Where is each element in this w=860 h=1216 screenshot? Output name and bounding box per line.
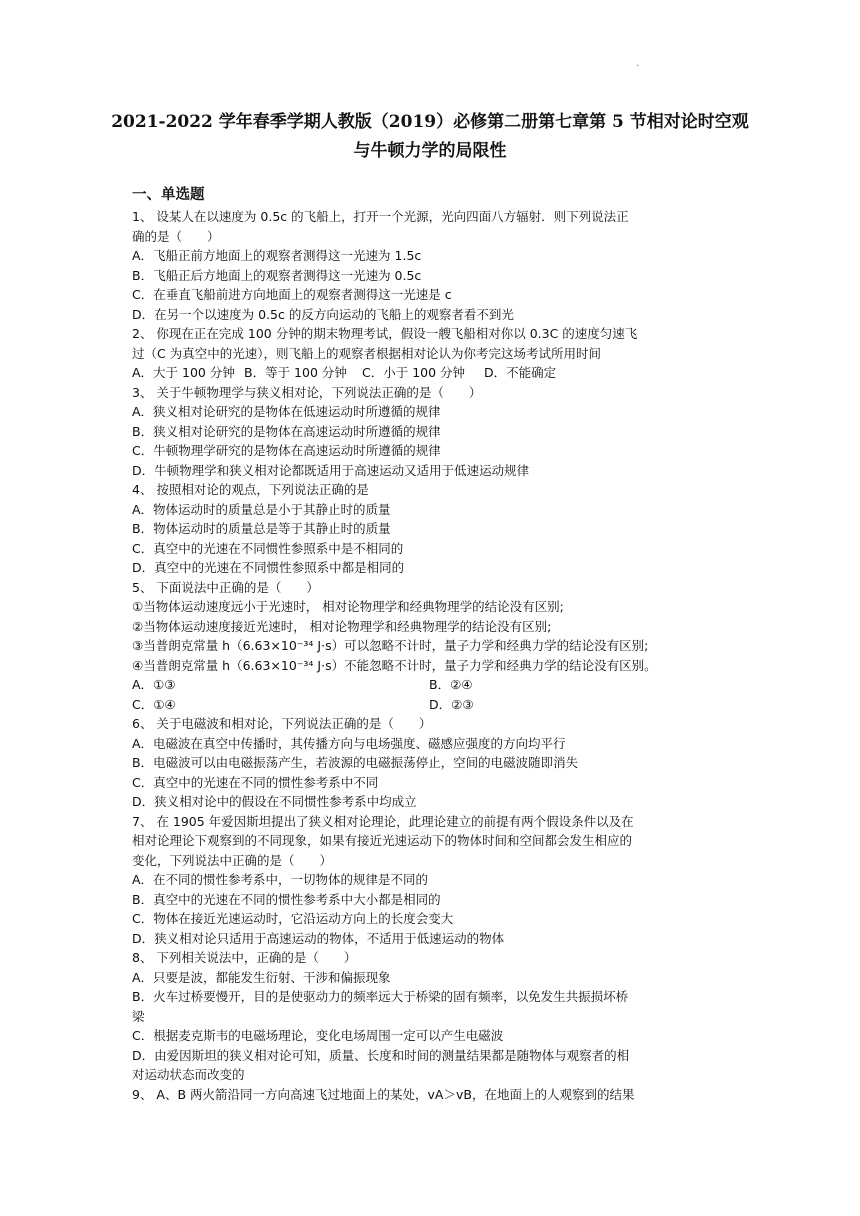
option-c: C．真空中的光速在不同惯性参照系中是不相同的: [132, 540, 404, 556]
option-a: A．电磁波在真空中传播时，其传播方向与电场强度、磁感应强度的方向均平行: [132, 735, 566, 751]
option-b-continued: 梁: [132, 1008, 145, 1024]
question-5: [132, 578, 742, 715]
question-stem: 9、 A、B 两火箭沿同一方向高速飞过地面上的某处，vA＞vB，在地面上的人观察到的结果: [132, 1086, 635, 1102]
question-1: [132, 207, 742, 324]
title-line-2: 与牛顿力学的局限性: [353, 141, 507, 161]
question-stem: 5、 下面说法中正确的是（ ）: [132, 579, 319, 595]
option-a: A．狭义相对论研究的是物体在低速运动时所遵循的规律: [132, 404, 441, 419]
question-8: [132, 948, 742, 1085]
statement-2: ②当物体运动速度接近光速时， 相对论物理学和经典物理学的结论没有区别;: [132, 618, 552, 634]
question-7: [132, 812, 742, 949]
option-c: C．物体在接近光速运动时，它沿运动方向上的长度会变大: [132, 911, 454, 926]
statement-1: ①当物体运动速度远小于光速时， 相对论物理学和经典物理学的结论没有区别;: [132, 599, 564, 614]
option-b: B．狭义相对论研究的是物体在高速运动时所遵循的规律: [132, 423, 441, 439]
question-stem: 过（C 为真空中的光速），则飞船上的观察者根据相对论认为你考完这场考试所用时间: [132, 345, 601, 361]
question-stem: 1、 设某人在以速度为 0.5c 的飞船上，打开一个光源，光向四面八方辐射．则下列说法正: [132, 209, 629, 224]
option-d: D．狭义相对论中的假设在不同惯性参考系中均成立: [132, 794, 417, 809]
option-c: C．小于 100 分钟: [362, 365, 466, 380]
title-line-1: 2021-2022 学年春季学期人教版（2019）必修第二册第七章第 5 节相对论时空观: [111, 112, 749, 132]
option-b: B．等于 100 分钟: [244, 365, 347, 380]
option-d: D．由爱因斯坦的狭义相对论可知，质量、长度和时间的测量结果都是随物体与观察者的相: [132, 1047, 630, 1063]
option-d: D．在另一个以速度为 0.5c 的反方向运动的飞船上的观察者看不到光: [132, 306, 514, 322]
option-b: B．真空中的光速在不同的惯性参考系中大小都是相同的: [132, 891, 441, 907]
question-3: [132, 383, 742, 481]
document-title: [0, 108, 860, 166]
option-d: D．狭义相对论只适用于高速运动的物体，不适用于低速运动的物体: [132, 930, 505, 946]
option-c: C．根据麦克斯韦的电磁场理论，变化电场周围一定可以产生电磁波: [132, 1028, 504, 1043]
question-stem: 确的是（ ）: [132, 228, 220, 244]
option-a: A．物体运动时的质量总是小于其静止时的质量: [132, 501, 391, 517]
question-stem: 6、 关于电磁波和相对论，下列说法正确的是（ ）: [132, 716, 432, 731]
option-d: D．牛顿物理学和狭义相对论都既适用于高速运动又适用于低速运动规律: [132, 462, 530, 478]
option-c: C．真空中的光速在不同的惯性参考系中不同: [132, 774, 379, 790]
option-a: A．飞船正前方地面上的观察者测得这一光速为 1.5c: [132, 248, 422, 263]
question-4: [132, 480, 742, 578]
option-d: D．真空中的光速在不同惯性参照系中都是相同的: [132, 560, 405, 575]
option-b: B．②④: [429, 677, 473, 692]
question-2: [132, 324, 742, 383]
option-row: [132, 695, 742, 715]
question-6: [132, 714, 742, 812]
question-stem: 4、 按照相对论的观点，下列说法正确的是: [132, 482, 369, 497]
option-b: B．电磁波可以由电磁振荡产生，若波源的电磁振荡停止，空间的电磁波随即消失: [132, 755, 579, 770]
option-b: B．火车过桥要慢开，目的是使驱动力的频率远大于桥梁的固有频率，以免发生共振损坏桥: [132, 989, 629, 1004]
option-a: A．只要是波，都能发生衍射、干涉和偏振现象: [132, 969, 391, 985]
option-d: D．②③: [429, 696, 474, 712]
option-d-continued: 对运动状态而改变的: [132, 1067, 245, 1082]
option-row: [132, 363, 742, 383]
section-heading: 一、单选题: [132, 187, 205, 203]
question-stem: 8、 下列相关说法中，正确的是（ ）: [132, 950, 357, 965]
question-stem: 7、 在 1905 年爱因斯坦提出了狭义相对论理论，此理论建立的前提有两个假设条件以及在: [132, 813, 634, 829]
option-a: A．大于 100 分钟: [132, 365, 235, 380]
question-stem: 3、 关于牛顿物理学与狭义相对论，下列说法正确的是（ ）: [132, 384, 482, 400]
statement-3: ③当普朗克常量 h（6.63×10⁻³⁴ J·s）可以忽略不计时，量子力学和经典力学的结论没有区别;: [132, 638, 649, 653]
option-row: [132, 675, 742, 695]
option-c: C．牛顿物理学研究的是物体在高速运动时所遵循的规律: [132, 443, 441, 458]
question-stem: 相对论理论下观察到的不同现象，如果有接近光速运动下的物体时间和空间都会发生相应的: [132, 833, 633, 848]
question-stem: 2、 你现在正在完成 100 分钟的期末物理考试，假设一艘飞船相对你以 0.3C 的速度匀速飞: [132, 326, 638, 341]
option-b: B．飞船正后方地面上的观察者测得这一光速为 0.5c: [132, 267, 422, 283]
statement-4: ④当普朗克常量 h（6.63×10⁻³⁴ J·s）不能忽略不计时，量子力学和经典力学的结论没有区别。: [132, 657, 657, 673]
option-d: D．不能确定: [484, 365, 557, 380]
option-b: B．物体运动时的质量总是等于其静止时的质量: [132, 521, 391, 536]
page-mark: .: [636, 58, 640, 69]
option-a: A．①③: [132, 677, 176, 692]
question-list: [132, 184, 742, 1104]
option-c: C．在垂直飞船前进方向地面上的观察者测得这一光速是 c: [132, 287, 452, 302]
option-a: A．在不同的惯性参考系中，一切物体的规律是不同的: [132, 872, 429, 887]
question-stem: 变化，下列说法中正确的是（ ）: [132, 852, 333, 868]
question-9: [132, 1085, 742, 1105]
option-c: C．①④: [132, 696, 176, 712]
